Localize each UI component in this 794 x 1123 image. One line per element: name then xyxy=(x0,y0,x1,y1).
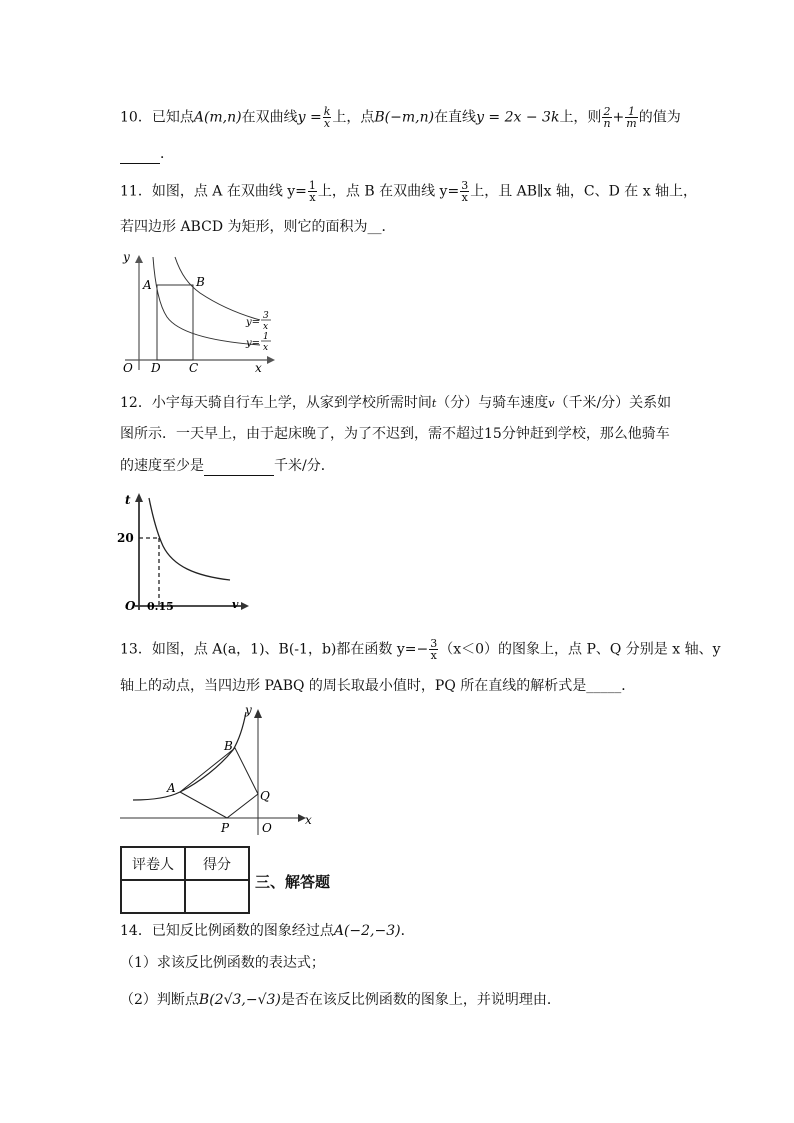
score-header: 得分 xyxy=(185,847,249,880)
label-b: B xyxy=(196,275,205,289)
q10-text: 上，点 xyxy=(332,109,375,126)
q10-eq1: y = xyxy=(297,109,322,126)
section-title: 三、解答题 xyxy=(255,873,331,891)
label-o: O xyxy=(123,361,133,375)
q10-text: 的值为 xyxy=(638,109,681,126)
q14-line1 xyxy=(120,921,415,941)
frac-num: k xyxy=(323,105,331,118)
curve1-num: 1 xyxy=(263,332,269,342)
frac-den: n xyxy=(603,117,611,130)
q11-figure xyxy=(115,245,285,375)
v-axis-arrow-icon xyxy=(241,602,249,610)
x-axis-arrow-icon xyxy=(267,356,275,364)
q11-text: 若四边形 ABCD 为矩形，则它的面积为__． xyxy=(120,219,396,235)
q10-frac-k-x xyxy=(323,106,332,129)
label-o: O xyxy=(262,821,272,835)
q13-neg: − xyxy=(416,641,429,658)
q14-text: （2）判断点 xyxy=(120,992,199,1008)
q12-text: 12．小宇每天骑自行车上学，从家到学校所需时间 xyxy=(120,395,432,411)
q10-line1 xyxy=(120,106,681,129)
curve1-label: y= xyxy=(246,338,261,349)
q11-line1 xyxy=(120,180,697,203)
frac-den: m xyxy=(626,117,637,130)
q12-text: 千米/分． xyxy=(274,458,335,474)
q12-text: 的速度至少是 xyxy=(120,458,204,474)
q13-line2 xyxy=(120,676,635,696)
t-v-curve xyxy=(149,498,230,580)
q14-point-a: A(−2,−3) xyxy=(333,923,401,939)
q13-frac-3-x xyxy=(429,638,438,661)
q11-frac-1-x xyxy=(308,180,317,203)
y-axis-arrow-icon xyxy=(254,709,262,718)
label-x: x xyxy=(305,813,312,827)
curve1-den: x xyxy=(263,343,269,353)
label-0-15: 0.15 xyxy=(147,600,174,613)
label-x: x xyxy=(255,361,262,375)
q14-text: ． xyxy=(400,923,415,939)
q11-text: 11．如图，点 A 在双曲线 y= xyxy=(120,183,307,200)
label-v: v xyxy=(232,598,239,611)
label-t: t xyxy=(125,493,131,507)
q10-text: 上，则 xyxy=(559,109,602,126)
q13-text: 轴上的动点，当四边形 PABQ 的周长取最小值时，PQ 所在直线的解析式是_____． xyxy=(120,678,636,694)
label-a: A xyxy=(143,278,152,292)
q13-figure xyxy=(115,700,320,838)
q10-point-b: B(−m,n) xyxy=(374,109,435,126)
quadrilateral-pabq xyxy=(180,748,258,818)
score-cell[interactable] xyxy=(185,880,249,913)
q10-frac-2-n xyxy=(602,106,611,129)
q14-point-b: B(2√3,−√3) xyxy=(198,992,281,1008)
q12-line3 xyxy=(120,455,335,476)
grader-header: 评卷人 xyxy=(121,847,185,880)
frac-num: 3 xyxy=(430,637,438,650)
q10-number: 10．已知点 xyxy=(120,109,194,126)
q12-v-var: v xyxy=(548,397,555,410)
label-20: 20 xyxy=(117,531,134,545)
label-a: A xyxy=(167,781,176,795)
label-c: C xyxy=(189,361,199,375)
frac-den: x xyxy=(430,649,437,662)
curve3-num: 3 xyxy=(263,311,269,321)
q12-text: （千米/分）关系如 xyxy=(554,395,672,411)
q10-plus: + xyxy=(612,109,625,126)
rectangle-abcd xyxy=(157,285,193,360)
q14-sub2 xyxy=(120,990,561,1010)
t-axis-arrow-icon xyxy=(135,493,143,502)
curve3-den: x xyxy=(263,322,269,332)
label-p: P xyxy=(221,821,230,835)
curve-1-over-x xyxy=(153,257,260,345)
label-q: Q xyxy=(260,789,270,803)
q10-answer-blank[interactable] xyxy=(120,143,160,164)
q12-answer-blank[interactable] xyxy=(204,455,274,476)
curve3-label: y= xyxy=(246,317,261,328)
q11-frac-3-x xyxy=(460,180,469,203)
label-y: y xyxy=(245,703,252,717)
curve-neg-3-over-x xyxy=(133,712,246,800)
q13-line1 xyxy=(120,638,721,661)
curve-3-over-x xyxy=(175,257,260,320)
q10-line2 xyxy=(120,143,174,164)
q12-line1 xyxy=(120,393,671,414)
q10-frac-1-m xyxy=(625,106,637,129)
grader-cell[interactable] xyxy=(121,880,185,913)
frac-num: 3 xyxy=(461,179,469,192)
frac-den: x xyxy=(309,191,316,204)
q12-text: （分）与骑车速度 xyxy=(436,395,549,411)
q12-line2 xyxy=(120,424,670,444)
score-table xyxy=(120,846,250,914)
q11-text: 上，点 B 在双曲线 y= xyxy=(317,183,460,200)
q13-text: （x＜0）的图象上，点 P、Q 分别是 x 轴、y xyxy=(439,641,721,658)
label-y: y xyxy=(123,250,130,264)
label-o: O xyxy=(125,599,136,613)
q10-point-a: A(m,n) xyxy=(193,109,242,126)
q14-text: 是否在该反比例函数的图象上，并说明理由． xyxy=(280,992,561,1008)
q10-end: ． xyxy=(160,146,174,162)
label-b: B xyxy=(224,739,233,753)
q10-text: 在直线 xyxy=(434,109,477,126)
q14-sub1-text: （1）求该反比例函数的表达式； xyxy=(120,955,325,971)
frac-num: 1 xyxy=(625,106,637,118)
q14-text: 14．已知反比例函数的图象经过点 xyxy=(120,923,334,939)
y-axis-arrow-icon xyxy=(135,255,143,263)
q12-figure xyxy=(115,488,255,618)
q11-text: 上，且 AB∥x 轴，C、D 在 x 轴上， xyxy=(470,183,698,200)
q12-t-var: t xyxy=(431,397,437,410)
frac-num: 1 xyxy=(308,179,316,192)
q11-line2 xyxy=(120,217,396,237)
q14-sub1 xyxy=(120,953,325,973)
q12-text: 图所示．一天早上，由于起床晚了，为了不迟到，需不超过15分钟赶到学校，那么他骑车 xyxy=(120,426,670,442)
q10-text: 在双曲线 xyxy=(241,109,298,126)
frac-den: x xyxy=(323,117,331,130)
label-d: D xyxy=(151,361,161,375)
frac-num: 2 xyxy=(603,105,611,118)
q13-text: 13．如图，点 A(a，1)、B(-1，b)都在函数 y= xyxy=(120,641,417,658)
q10-eq2: y = 2x − 3k xyxy=(476,109,560,126)
frac-den: x xyxy=(461,191,468,204)
